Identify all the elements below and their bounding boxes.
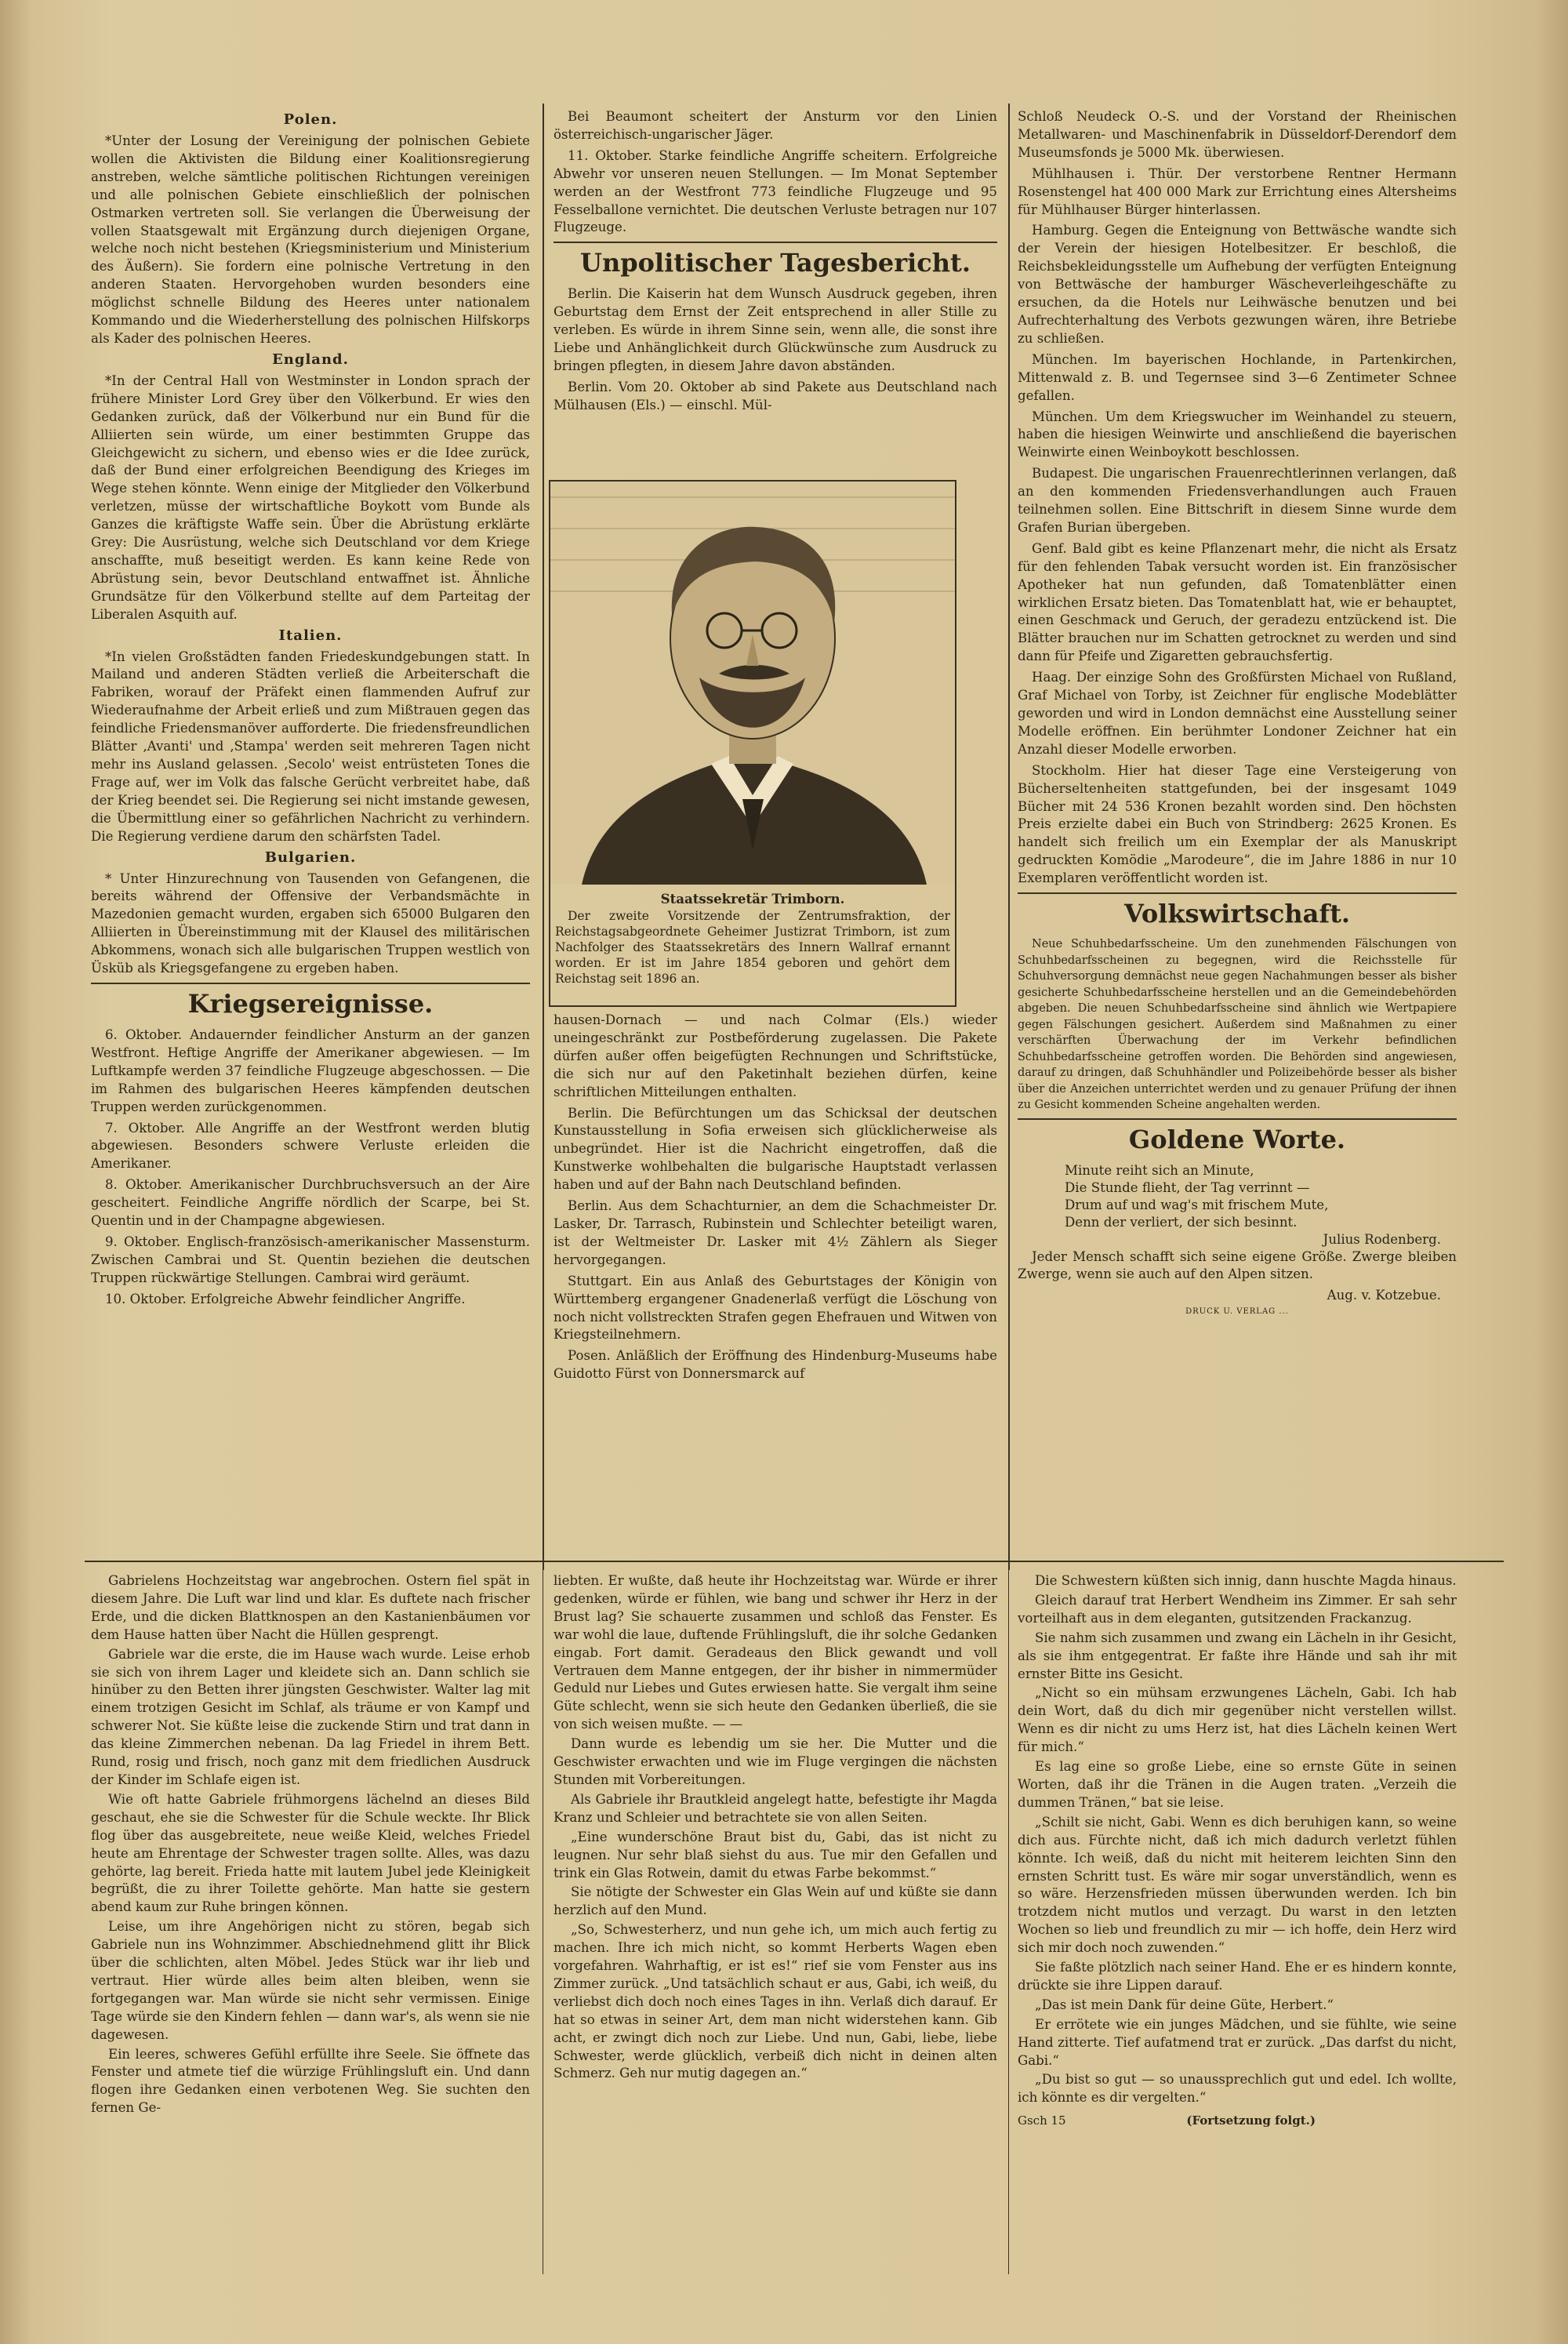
heading-goldene-worte: Goldene Worte. <box>1128 1124 1346 1154</box>
quote-author: Aug. v. Kotzebue. <box>1327 1288 1441 1303</box>
poem-line: Minute reiht sich an Minute, <box>1065 1162 1254 1178</box>
story-paragraph: Gabriele war die erste, die im Hause wach wurde. Leise erhob sie sich von ihrem Lager und kleidete sich an. Dann schlich sie hinüber zu den Betten ihrer jüngsten Geschwister. Walter lag mit einem trotzigen Gesicht im Schlaf, als träume er von Kampf und schwerer Not. Sie küßte leise die zuckende Stirn und trat dann in das kleine Zimmerchen nebenan. Da lag Friedel in ihrem Bett. Rund, rosig und frisch, noch ganz mit dem friedlichen Ausdruck der Kinder im Schlafe eigen ist. <box>91 1646 530 1787</box>
story-column-1 <box>91 1572 530 2278</box>
story-rule-2 <box>1008 1568 1009 2274</box>
column-rule-2 <box>1008 104 1010 1570</box>
article-berlin-2: Berlin. Vom 20. Oktober ab sind Pakete aus Deutschland nach Mülhausen (Els.) — einschl. Mül- <box>554 379 997 412</box>
article-genf: Genf. Bald gibt es keine Pflanzenart mehr, die nicht als Ersatz für den fehlenden Tabak versucht worden ist. Ein französischer Apotheker hat nun gefunden, daß Tomatenblätter einen wirklichen Ersatz bieten. Das Tomatenblatt hat, wie er behauptet, einen Geschmack und Geruch, der geradezu entzückend ist. Die Blätter brauchen nur im Schatten getrocknet zu werden und sind dann für Pfeife und Zigaretten gebrauchsfertig. <box>1018 540 1457 664</box>
poem-author: Julius Rodenberg. <box>1323 1231 1441 1247</box>
story-column-2 <box>554 1572 997 2278</box>
article-bulgarien: * Unter Hinzurechnung von Tausenden von Gefangenen, die bereits während der Offensive der Verbandsmächte in Mazedonien gemacht wurden, ergaben sich 65000 Bulgaren den Alliierten in Übereinstimmung mit der Klausel des militärischen Abkommens, wonach sich alle bulgarischen Truppen westlich von Üsküb als Kriegsgefangene zu ergeben haben. <box>91 870 530 976</box>
article-berlin-3: Berlin. Die Befürchtungen um das Schicksal der deutschen Kunstausstellung in Sofia erweisen sich glücklicherweise als unbegründet. Hier ist die Nachricht eingetroffen, daß die Kunstwerke wohlbehalten die bulgarische Hauptstadt verlassen haben und auf der Bahn nach Deutschland befinden. <box>554 1105 997 1193</box>
story-continued: (Fortsetzung folgt.) <box>1186 2113 1316 2128</box>
quote: Jeder Mensch schafft sich seine eigene Größe. Zwerge bleiben Zwerge, wenn sie auch auf den Alpen sitzen. <box>1018 1248 1457 1282</box>
article-haag: Haag. Der einzige Sohn des Großfürsten Michael von Rußland, Graf Michael von Torby, ist Zeichner für englische Modeblätter geworden und wird in London demnächst eine Ausstellung seiner Modelle eröffnen. Ein berühmter Londoner Zeichner hat ein Anzahl dieser Modelle erworben. <box>1018 670 1457 757</box>
story-paragraph: Wie oft hatte Gabriele frühmorgens lächelnd an dieses Bild geschaut, ehe sie die Schwester für die Schule weckte. Ihr Blick flog über das ausgebreitete, neue weiße Kleid, welches Friedel heute am Ehrentage der Schwester tragen sollte. Alles, was dazu gehörte, lag bereit. Frieda hatte mit lautem Jubel jede Kleinigkeit begrüßt, die zu ihrer Toilette gehörte. Man hatte sie gestern abend kaum zur Ruhe bringen können. <box>91 1791 530 1915</box>
printer-imprint: DRUCK U. VERLAG ... <box>1185 1307 1289 1317</box>
article-continued: hausen-Dornach — und nach Colmar (Els.) wieder uneingeschränkt zur Postbeförderung zugelassen. Die Pakete dürfen außer offen beigefügten Rechnungen und Schriftstücke, die sich nur auf den Paketinhalt beziehen dürfen, keine schriftlichen Mitteilungen enthalten. <box>554 1012 997 1099</box>
story-paragraph: Dann wurde es lebendig um sie her. Die Mutter und die Geschwister erwachten und wie im Fluge vergingen die nächsten Stunden mit Vorbereitungen. <box>554 1736 997 1787</box>
heading-kriegsereignisse: Kriegsereignisse. <box>187 988 434 1019</box>
divider <box>554 242 997 243</box>
story-paragraph: „Du bist so gut — so unaussprechlich gut und edel. Ich wollte, ich könnte es dir vergelten.“ <box>1018 2072 1457 2106</box>
article-berlin-1: Berlin. Die Kaiserin hat dem Wunsch Ausdruck gegeben, ihren Geburtstag dem Ernst der Zeit entsprechend in aller Stille zu verleben. Es würde in ihrem Sinne sein, wenn alle, die sonst ihre Liebe und Anhänglichkeit durch Glückwünsche zum Ausdruck zu bringen pflegten, in diesem Jahre davon abständen. <box>554 286 997 373</box>
column-politics <box>91 108 530 1556</box>
article-berlin-4: Berlin. Aus dem Schachturnier, an dem die Schachmeister Dr. Lasker, Dr. Tarrasch, Rubinstein und Schlechter beteiligt waren, ist der Weltmeister Dr. Lasker mit 4½ Zählern als Sieger hervorgegangen. <box>554 1198 997 1267</box>
krieg-item: 6. Oktober. Andauernder feindlicher Ansturm an der ganzen Westfront. Heftige Angriffe der Amerikaner abgewiesen. — Im Luftkampfe werden 37 feindliche Flugzeuge abgeschossen. — Die im Rahmen des bulgarischen Heeres kämpfenden deutschen Truppen werden zurückgenommen. <box>91 1027 530 1114</box>
story-paragraph: Es lag eine so große Liebe, eine so ernste Güte in seinen Worten, daß ihr die Tränen in die Augen traten. „Verzeih die dummen Tränen,“ bat sie leise. <box>1018 1759 1457 1810</box>
divider <box>1018 1118 1457 1120</box>
article-stuttgart: Stuttgart. Ein aus Anlaß des Geburtstages der Königin von Württemberg ergangener Gnadenerlaß verfügt die Löschung von noch nicht vollstreckten Strafen gegen Ehefrauen und Witwen von Kriegsteilnehmern. <box>554 1273 997 1343</box>
article-italien: *In vielen Großstädten fanden Friedeskundgebungen statt. In Mailand und anderen Städten verließ die Arbeiterschaft die Fabriken, worauf der Präfekt einen flammenden Aufruf zur Wiederaufnahme der Arbeit erließ und zum Mißtrauen gegen das feindliche Friedensmanöver aufforderte. Die friedensfreundlichen Blätter ‚Avanti' und ‚Stampa' werden seit mehreren Tagen nicht mehr ins Ausland gelassen. ‚Secolo' weist entrüsteten Tones die Frage auf, wer im Volk das falsche Gerücht verbreitet habe, daß der Krieg beendet sei. Die Regierung sei nicht imstande gewesen, die Übermittlung einer so gefährlichen Nachricht zu verhindern. Die Regierung verdiene darum den schärfsten Tadel. <box>91 649 530 844</box>
divider <box>1018 892 1457 894</box>
portrait-caption-text: Der zweite Vorsitzende der Zentrumsfraktion, der Reichstagsabgeordnete Geheimer Justizrat Trimborn, ist zum Nachfolger des Staatssekretärs des Innern Wallraf ernannt worden. Er ist im Jahre 1854 geboren und gehört dem Reichstag seit 1896 an. <box>555 909 950 986</box>
article-muenchen-2: München. Um dem Kriegswucher im Weinhandel zu steuern, haben die hiesigen Weinwirte und anschließend die bayerischen Weinwirte einen Weinboykott beschlossen. <box>1018 409 1457 460</box>
story-footer <box>1018 2113 1457 2128</box>
story-paragraph: „Schilt sie nicht, Gabi. Wenn es dich beruhigen kann, so weine dich aus. Fürchte nicht, daß ich mich dadurch verletzt fühlen könnte. Ich weiß, daß du nicht mit heiterem leichten Sinn den ernsten Schritt tust. Es wäre mir sogar unverständlich, wenn es so wäre. Herzensfrieden müssen überwunden werden. Ich bin trotzdem nicht mutlos und verzagt. Du warst in den letzten Wochen so lieb und freundlich zu mir — ich hoffe, dein Herz wird sich mir doch noch zuwenden.“ <box>1018 1814 1457 1956</box>
column-rule-1 <box>543 104 544 1570</box>
article-england: *In der Central Hall von Westminster in London sprach der frühere Minister Lord Grey über den Völkerbund. Er wies den Gedanken zurück, daß der Völkerbund nur ein Bund für die Alliierten sein würde, um einer bestimmten Gruppe das Gleichgewicht zu sichern, und ebenso wies er die Idee zurück, daß der Bund einer erfolgreichen Beendigung des Krieges im Wege stehen könnte. Wenn einige der Mitglieder den Völkerbund verletzen, müsse der wirtschaftliche Boykott vom Bunde als Ganzes die kräftigste Waffe sein. Über die Abrüstung erklärte Grey: Die Ausrüstung, welche sich Deutschland vor dem Kriege anschaffte, muß beseitigt werden. Es kann keine Rede von Abrüstung sein, bevor Deutschland entwaffnet ist. Ähnliche Grundsätze für den Völkerbund stellte auf dem Parteitag der Liberalen Asquith auf. <box>91 372 530 622</box>
heading-volkswirtschaft: Volkswirtschaft. <box>1123 899 1351 929</box>
story-paragraph: Die Schwestern küßten sich innig, dann huschte Magda hinaus. <box>1035 1573 1457 1588</box>
article-schuhbedarf: Neue Schuhbedarfsscheine. Um den zunehmenden Fälschungen von Schuhbedarfsscheinen zu begegnen, wird die Reichsstelle für Schuhversorgung demnächst neue gegen Nachahmungen besser als bisher gesicherte Schuhbedarfsscheine herstellen und an die Gemeindebehörden abgeben. Die neuen Schuhbedarfsscheine sind ähnlich wie Wertpapiere gegen Fälschungen gesichert. Außerdem sind Maßnahmen zu einer verschärften Überwachung der im Verkehr befindlichen Schuhbedarfsscheine getroffen worden. Die Behörden sind angewiesen, darauf zu dringen, daß Schuhhändler und Polizeibehörde besser als bisher über die Anzeichen unterrichtet werden und zu genauer Prüfung der ihnen zu Gesicht kommenden Scheine angehalten werden. <box>1018 938 1457 1112</box>
story-paragraph: „Nicht so ein mühsam erzwungenes Lächeln, Gabi. Ich hab dein Wort, daß du dich mir gegenüber nicht verstellen willst. Wenn es dir nicht zu ums Herz ist, hat dies Lächeln keinen Wert für mich.“ <box>1018 1685 1457 1755</box>
heading-italien: Italien. <box>278 627 343 644</box>
heading-england: England. <box>272 351 349 368</box>
krieg-item: 9. Oktober. Englisch-französisch-amerikanischer Massensturm. Zwischen Cambrai und St. Quentin beziehen die deutschen Truppen rückwärtige Stellungen. Cambrai wird geräumt. <box>91 1234 530 1285</box>
story-paragraph: Sie nötigte der Schwester ein Glas Wein auf und küßte sie dann herzlich auf den Mund. <box>554 1884 997 1918</box>
story-column-3 <box>1018 1572 1457 2278</box>
story-paragraph: „Eine wunderschöne Braut bist du, Gabi, das ist nicht zu leugnen. Nur sehr blaß siehst du aus. Tue mir den Gefallen und trink ein Glas Rotwein, damit du etwas Farbe bekommst.“ <box>554 1829 997 1881</box>
story-paragraph: Leise, um ihre Angehörigen nicht zu stören, begab sich Gabriele nun ins Wohnzimmer. Abschiednehmend glitt ihr Blick über die schlichten, alten Möbel. Jedes Stück war ihr lieb und vertraut. Hier würde alles beim alten bleiben, wenn sie fortgegangen war. Man würde sie nicht sehr vermissen. Einige Tage würde sie den Kindern fehlen — dann war's, als wenn sie nie dagewesen. <box>91 1919 530 2042</box>
story-paragraph: Gleich darauf trat Herbert Wendheim ins Zimmer. Er sah sehr vorteilhaft aus in dem eleganten, gutsitzenden Frackanzug. <box>1018 1592 1457 1626</box>
article-polen: *Unter der Losung der Vereinigung der polnischen Gebiete wollen die Aktivisten die Bildung einer Koalitionsregierung anstreben, welche sämtliche politischen Richtungen vereinigen und alle polnischen Gebiete einschließlich der polnischen Ostmarken vertreten soll. Sie verlangen die Überweisung der vollen Staatsgewalt mit Ergänzung durch diejenigen Organe, welche noch nicht bestehen (Kriegsministerium und Ministerium des Äußern). Sie fordern eine polnische Vertretung in den anderen Staaten. Hervorgehoben wurden besonders eine möglichst schnelle Bildung des Heeres unter nationalem Kommando und die Wiederherstellung des polnischen Hilfskorps als Kader des polnischen Heeres. <box>91 133 530 346</box>
story-paragraph: Sie faßte plötzlich nach seiner Hand. Ehe er es hindern konnte, drückte sie ihre Lippen darauf. <box>1018 1960 1457 1993</box>
story-paragraph: „Das ist mein Dank für deine Güte, Herbert.“ <box>1035 1997 1334 2012</box>
feuilleton-rule <box>85 1561 1504 1562</box>
story-paragraph: Gabrielens Hochzeitstag war angebrochen. Ostern fiel spät in diesem Jahre. Die Luft war lind und klar. Es duftete nach frischer Erde, und die dicken Blattknospen an den Kastanienbäumen vor dem Hause hatten über Nacht die Hüllen gesprengt. <box>91 1573 530 1642</box>
article-stockholm: Stockholm. Hier hat dieser Tage eine Versteigerung von Bücherseltenheiten stattgefunden, bei der insgesamt 1049 Bücher mit 24 536 Kronen bezahlt worden sind. Den höchsten Preis erzielte dabei ein Buch von Strindberg: 2625 Kronen. Es handelt sich freilich um ein Exemplar der als Manuskript gedruckten Komödie „Marodeure“, die im Jahre 1886 in nur 10 Exemplaren veröffentlicht worden ist. <box>1018 762 1457 886</box>
article-top: Schloß Neudeck O.-S. und der Vorstand der Rheinischen Metallwaren- und Maschinenfabrik in Düsseldorf-Derendorf dem Museumsfonds je 5000 Mk. überwiesen. <box>1018 109 1457 160</box>
story-paragraph: Er errötete wie ein junges Mädchen, und sie fühlte, wie seine Hand zitterte. Tief aufatmend trat er zurück. „Das darfst du nicht, Gabi.“ <box>1018 2016 1457 2068</box>
portrait-trimborn <box>549 480 956 1007</box>
column-middle-top <box>554 108 997 473</box>
story-paragraph: liebten. Er wußte, daß heute ihr Hochzeitstag war. Würde er ihrer gedenken, würde er fühlen, wie bang und schwer ihr Herz in der Brust lag? Sie schauerte zusammen und schloß das Fenster. Es war wohl die laue, duftende Frühlingsluft, die ihr solche Gedanken eingab. Fort damit. Geradeaus den Blick gewandt und voll Vertrauen dem Manne entgegen, der ihr bisher in nimmermüder Geduld nur Liebes und Gutes erwiesen hatte. Sie vergalt ihm seine Güte schlecht, wenn sie sich heute den Gedanken überließ, die sie von sich weisen mußte. — — <box>554 1573 997 1732</box>
krieg-item: 8. Oktober. Amerikanischer Durchbruchsversuch an der Aire gescheitert. Feindliche Angriffe nördlich der Scarpe, bei St. Quentin und in der Champagne abgewiesen. <box>91 1177 530 1229</box>
article-muehlhausen: Mühlhausen i. Thür. Der verstorbene Rentner Hermann Rosenstengel hat 400 000 Mark zur Errichtung eines Altersheims für Mühlhauser Bürger hinterlassen. <box>1018 165 1457 217</box>
heading-bulgarien: Bulgarien. <box>264 849 357 866</box>
krieg-continued: Bei Beaumont scheitert der Ansturm vor den Linien österreichisch-ungarischer Jäger. <box>554 109 997 142</box>
poem <box>1018 1162 1457 1231</box>
poem-line: Die Stunde flieht, der Tag verrinnt — <box>1065 1179 1310 1195</box>
portrait-engraving <box>550 482 955 885</box>
column-right <box>1018 108 1457 1556</box>
poem-line: Denn der verliert, der sich besinnt. <box>1065 1214 1298 1230</box>
krieg-item-11: 11. Oktober. Starke feindliche Angriffe scheitern. Erfolgreiche Abwehr vor unseren neuen Stellungen. — Im Monat September werden an der Westfront 773 feindliche Flugzeuge und 95 Fesselballone vernichtet. Die deutschen Verluste betragen nur 107 Flugzeuge. <box>554 147 997 235</box>
divider <box>91 983 530 984</box>
story-paragraph: Ein leeres, schweres Gefühl erfüllte ihre Seele. Sie öffnete das Fenster und atmete tief die würzige Frühlingsluft ein. Und dann flogen ihre Gedanken einen verbotenen Weg. Sie suchten den fernen Ge- <box>91 2046 530 2116</box>
story-paragraph: „So, Schwesterherz, und nun gehe ich, um mich auch fertig zu machen. Ihre ich mich nicht, so kommt Herberts Wagen eben vorgefahren. Wahrhaftig, er ist es!“ rief sie vom Fenster aus ins Zimmer zurück. „Und tatsächlich schaut er aus, Gabi, ich weiß, du verliebst dich doch noch eines Tages in ihn. Verlaß dich darauf. Er hat so etwas in seiner Art, dem man nicht widerstehen kann. Gib acht, er zwingt dich noch zur Liebe. Und nun, Gabi, liebe, liebe Schwester, werde glücklich, verbeiß dich nicht in deinen alten Schmerz. Geh nur mutig dagegen an.“ <box>554 1922 997 2081</box>
article-hamburg: Hamburg. Gegen die Enteignung von Bettwäsche wandte sich der Verein der hiesigen Hotelbesitzer. Er beschloß, die Reichsbekleidungsstelle um Aufhebung der verfügten Enteignung von Bettwäsche der hamburger Wäscheverleihgeschäfte zu ersuchen, da die Hotels nur Leihwäsche benutzen und bei Aufrechterhaltung des Verbots gezwungen wären, ihre Betriebe zu schließen. <box>1018 223 1457 346</box>
krieg-item: 7. Oktober. Alle Angriffe an der Westfront werden blutig abgewiesen. Besonders schwere Verluste erleiden die Amerikaner. <box>91 1120 530 1172</box>
portrait-caption-title: Staatssekretär Trimborn. <box>660 891 845 907</box>
story-signature: Gsch 15 <box>1018 2113 1066 2128</box>
heading-polen: Polen. <box>283 111 338 128</box>
story-paragraph: Sie nahm sich zusammen und zwang ein Lächeln in ihr Gesicht, als sie ihm entgegentrat. Er faßte ihre Hände und sah ihr mit ernster Bitte ins Gesicht. <box>1018 1630 1457 1681</box>
column-middle-bottom <box>554 1012 997 1556</box>
story-paragraph: Als Gabriele ihr Brautkleid angelegt hatte, befestigte ihr Magda Kranz und Schleier und betrachtete sie von allen Seiten. <box>554 1791 997 1825</box>
article-posen: Posen. Anläßlich der Eröffnung des Hindenburg-Museums habe Guidotto Fürst von Donnersmarck auf <box>554 1348 997 1382</box>
poem-line: Drum auf und wag's mit frischem Mute, <box>1065 1197 1329 1212</box>
article-budapest: Budapest. Die ungarischen Frauenrechtlerinnen verlangen, daß an den kommenden Friedensverhandlungen auch Frauen teilnehmen sollen. Eine Bittschrift in diesem Sinne wurde dem Grafen Burian übergeben. <box>1018 466 1457 535</box>
heading-tagesbericht: Unpolitischer Tagesbericht. <box>580 248 971 278</box>
article-muenchen-1: München. Im bayerischen Hochlande, in Partenkirchen, Mittenwald z. B. und Tegernsee sind 3—6 Zentimeter Schnee gefallen. <box>1018 351 1457 403</box>
krieg-item: 10. Oktober. Erfolgreiche Abwehr feindlicher Angriffe. <box>105 1291 466 1306</box>
